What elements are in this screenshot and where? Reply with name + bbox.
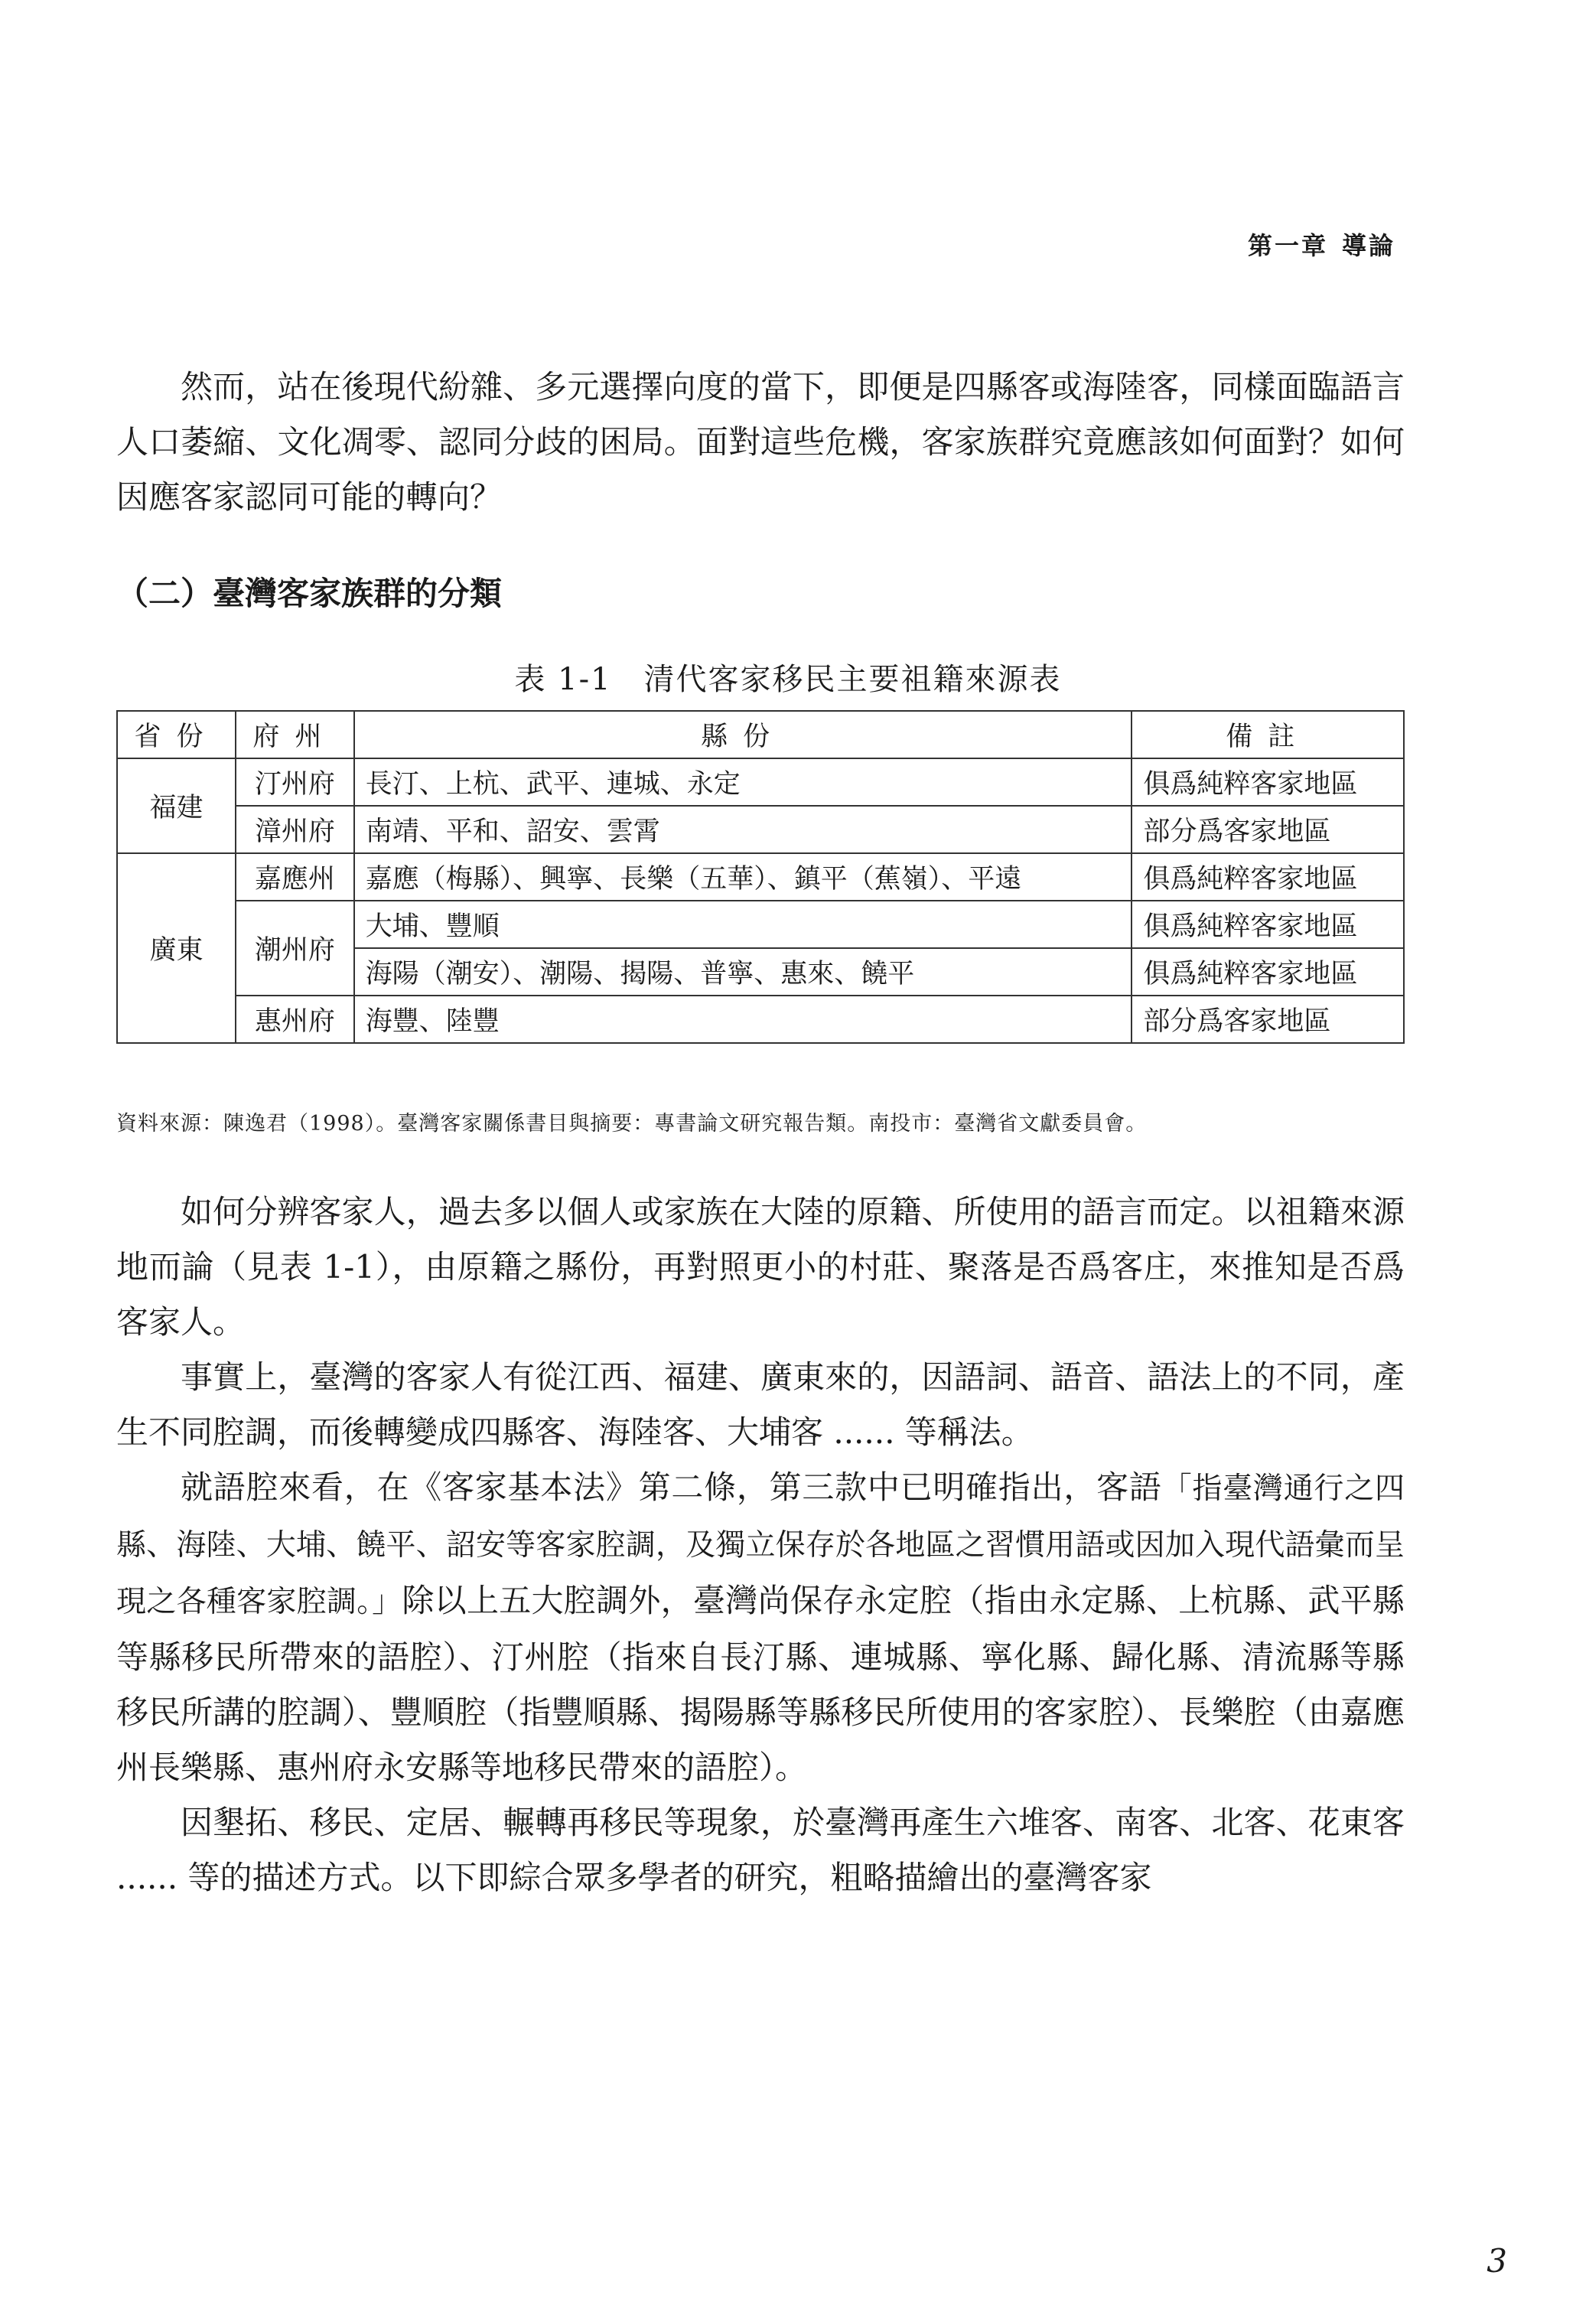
note-cell: 俱爲純粹客家地區 bbox=[1132, 758, 1404, 806]
counties-cell: 長汀、上杭、武平、連城、永定 bbox=[354, 758, 1132, 806]
province-cell: 福建 bbox=[117, 758, 236, 853]
table-row bbox=[117, 806, 1404, 853]
paragraph-text: 就語腔來看，在《客家基本法》第二條，第三款中已明確指出，客語 bbox=[181, 1468, 1162, 1506]
counties-cell: 嘉應（梅縣）、興寧、長樂（五華）、鎮平（蕉嶺）、平遠 bbox=[354, 853, 1132, 901]
paragraph bbox=[116, 1460, 1405, 1795]
note-cell: 部分爲客家地區 bbox=[1132, 996, 1404, 1043]
header-prefecture: 府州 bbox=[236, 711, 354, 758]
table-row bbox=[117, 996, 1404, 1043]
note-cell: 俱爲純粹客家地區 bbox=[1132, 853, 1404, 901]
header-note: 備註 bbox=[1132, 711, 1404, 758]
table-source-note: 資料來源：陳逸君（1998）。臺灣客家關係書目與摘要：專書論文研究報告類。南投市：臺灣省文獻委員會。 bbox=[116, 1112, 1148, 1136]
counties-cell: 海陽（潮安）、潮陽、揭陽、普寧、惠來、饒平 bbox=[354, 948, 1132, 996]
counties-cell: 海豐、陸豐 bbox=[354, 996, 1132, 1043]
table-row bbox=[117, 901, 1404, 948]
note-cell: 俱爲純粹客家地區 bbox=[1132, 901, 1404, 948]
table-row bbox=[117, 758, 1404, 806]
running-header bbox=[1234, 227, 1395, 262]
paragraph-text: 除以上五大腔調外，臺灣尚保存永定腔（指由永定縣、上杭縣、武平縣等縣移民所帶來的語腔）、汀州腔（指來自長汀縣、連城縣、寧化縣、歸化縣、清流縣等縣移民所講的腔調）、豐順腔（指豐順縣、揭陽縣等縣移民所使用的客家腔）、長樂腔（由嘉應州長樂縣、惠州府永安縣等地移民帶來的語腔）。 bbox=[116, 1582, 1405, 1786]
table-caption: 表 1-1 清代客家移民主要祖籍來源表 bbox=[514, 662, 1062, 697]
prefecture-cell: 汀州府 bbox=[236, 758, 354, 806]
chapter-number: 第一章 bbox=[1247, 231, 1328, 260]
prefecture-cell: 惠州府 bbox=[236, 996, 354, 1043]
counties-cell: 大埔、豐順 bbox=[354, 901, 1132, 948]
counties-cell: 南靖、平和、詔安、雲霄 bbox=[354, 806, 1132, 853]
chapter-title: 導論 bbox=[1341, 231, 1395, 260]
table-header-row bbox=[117, 711, 1404, 758]
paragraph: 因墾拓、移民、定居、輾轉再移民等現象，於臺灣再產生六堆客、南客、北客、花東客 ...... 等的描述方式。以下即綜合眾多學者的研究，粗略描繪出的臺灣客家 bbox=[116, 1804, 1405, 1896]
note-cell: 俱爲純粹客家地區 bbox=[1132, 948, 1404, 996]
province-cell: 廣東 bbox=[117, 853, 236, 1043]
section-heading: （二）臺灣客家族群的分類 bbox=[116, 575, 503, 612]
header-province: 省份 bbox=[117, 711, 236, 758]
header-counties: 縣份 bbox=[354, 711, 1132, 758]
prefecture-cell: 嘉應州 bbox=[236, 853, 354, 901]
paragraph: 然而，站在後現代紛雜、多元選擇向度的當下，即便是四縣客或海陸客，同樣面臨語言人口萎縮、文化凋零、認同分歧的困局。面對這些危機，客家族群究竟應該如何面對？如何因應客家認同可能的轉向？ bbox=[116, 368, 1405, 516]
ancestry-table bbox=[116, 710, 1405, 1044]
page-number: 3 bbox=[1486, 2242, 1507, 2280]
paragraph: 事實上，臺灣的客家人有從江西、福建、廣東來的，因語詞、語音、語法上的不同，產生不同腔調，而後轉變成四縣客、海陸客、大埔客 ...... 等稱法。 bbox=[116, 1358, 1405, 1451]
prefecture-cell: 漳州府 bbox=[236, 806, 354, 853]
intro-text bbox=[116, 360, 1405, 525]
note-cell: 部分爲客家地區 bbox=[1132, 806, 1404, 853]
law-quotation: 「指臺灣通行之四縣、海陸、大埔、饒平、詔安等客家腔調，及獨立保存於各地區之習慣用語或因加入現代語彙而呈現之各種客家腔調。」 bbox=[116, 1472, 1405, 1619]
main-text bbox=[116, 1185, 1405, 1905]
prefecture-cell: 潮州府 bbox=[236, 901, 354, 996]
table-row bbox=[117, 853, 1404, 901]
paragraph: 如何分辨客家人，過去多以個人或家族在大陸的原籍、所使用的語言而定。以祖籍來源地而論（見表 1-1），由原籍之縣份，再對照更小的村莊、聚落是否爲客庄，來推知是否爲客家人。 bbox=[116, 1193, 1405, 1341]
